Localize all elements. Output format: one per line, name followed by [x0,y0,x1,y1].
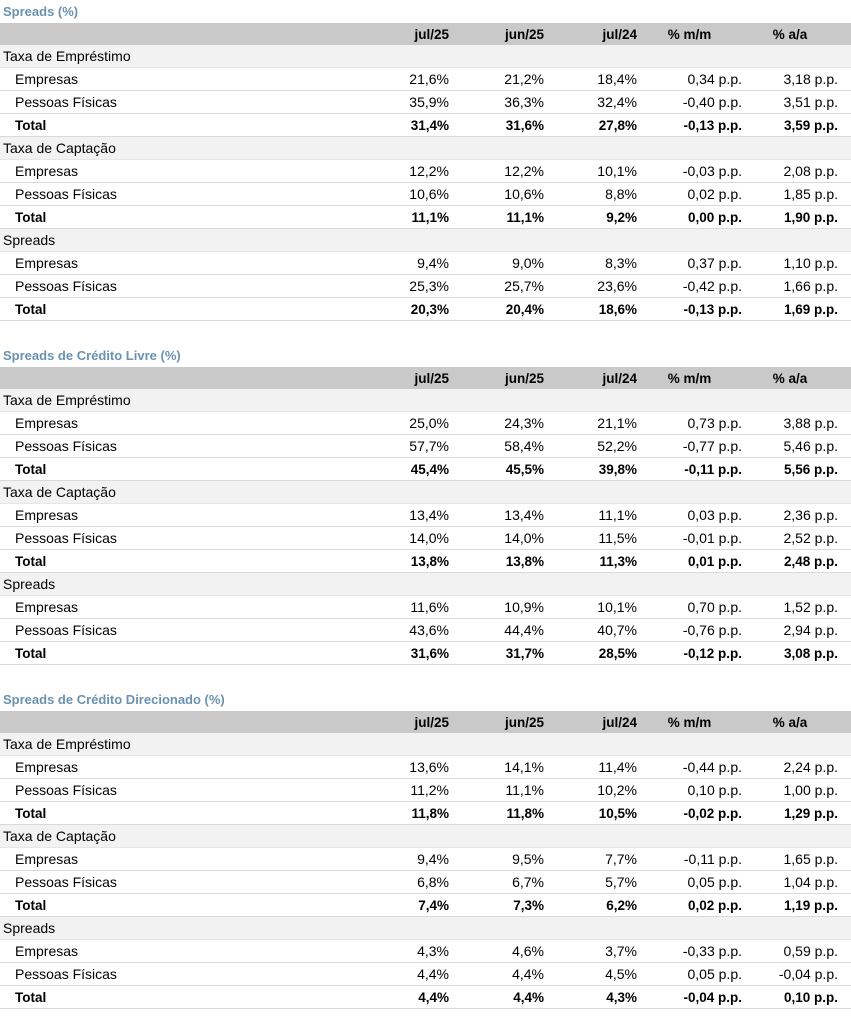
section-title: Spreads de Crédito Direcionado (%) [3,692,225,707]
cell-value: 2,08 p.p. [783,163,838,179]
table-section [0,688,851,1009]
table-row [0,848,851,871]
cell-value: 40,7% [597,622,637,638]
row-label: Empresas [15,599,79,615]
table-row [0,91,851,114]
column-header: % m/m [667,714,712,730]
cell-value: 14,1% [504,759,544,775]
column-header: jun/25 [504,26,544,42]
cell-value: 4,5% [605,966,637,982]
cell-value: 5,56 p.p. [783,461,838,477]
cell-value: 10,9% [504,599,544,615]
cell-value: 1,65 p.p. [783,851,838,867]
group-label: Taxa de Captação [0,137,851,160]
cell-value: 0,34 p.p. [687,71,742,87]
cell-value: 0,10 p.p. [783,989,838,1005]
cell-value: 12,2% [504,163,544,179]
cell-value: 11,1% [506,209,544,225]
cell-value: 12,2% [409,163,449,179]
cell-value: 3,18 p.p. [783,71,838,87]
cell-value: 1,29 p.p. [783,805,838,821]
row-label: Pessoas Físicas [15,94,117,110]
cell-value: 10,6% [409,186,449,202]
row-label: Pessoas Físicas [15,782,117,798]
cell-value: 18,4% [597,71,637,87]
cell-value: 1,69 p.p. [783,301,838,317]
table-row [0,871,851,894]
cell-value: 9,2% [606,209,637,225]
row-label: Empresas [15,943,79,959]
cell-value: 4,6% [512,943,544,959]
cell-value: -0,13 p.p. [683,301,742,317]
group-label: Spreads [0,917,851,940]
column-header: jul/24 [602,26,637,42]
cell-value: 31,7% [505,645,544,661]
cell-value: -0,76 p.p. [682,622,742,638]
table-row [0,504,851,527]
cell-value: 31,6% [410,645,449,661]
cell-value: 0,59 p.p. [783,943,838,959]
cell-value: 0,02 p.p. [687,186,742,202]
table-row [0,963,851,986]
cell-value: 0,05 p.p. [687,874,742,890]
cell-value: 13,4% [409,507,449,523]
cell-value: 10,6% [504,186,544,202]
cell-value: 13,8% [410,553,449,569]
cell-value: 11,8% [411,805,449,821]
cell-value: 10,1% [597,163,637,179]
row-label: Empresas [15,851,79,867]
column-header: % a/a [772,714,808,730]
column-header: jul/24 [602,370,637,386]
cell-value: 4,4% [417,966,449,982]
row-label: Total [15,461,47,477]
cell-value: 2,36 p.p. [783,507,838,523]
row-label: Empresas [15,71,79,87]
cell-value: 21,6% [409,71,449,87]
cell-value: -0,77 p.p. [682,438,742,454]
cell-value: 7,4% [418,897,449,913]
cell-value: 31,4% [410,117,449,133]
total-row [0,642,851,665]
row-label: Pessoas Físicas [15,874,117,890]
total-row [0,458,851,481]
cell-value: 11,1% [411,209,449,225]
cell-value: 13,8% [505,553,544,569]
cell-value: 45,5% [505,461,544,477]
total-row [0,986,851,1009]
cell-value: 11,2% [410,782,449,798]
column-header: jul/25 [414,714,449,730]
cell-value: -0,02 p.p. [683,805,742,821]
cell-value: -0,33 p.p. [682,943,742,959]
cell-value: 0,37 p.p. [687,255,742,271]
cell-value: 45,4% [410,461,449,477]
cell-value: 35,9% [409,94,449,110]
cell-value: 7,7% [605,851,637,867]
cell-value: 8,8% [605,186,637,202]
row-label: Total [15,301,47,317]
row-label: Total [15,989,47,1005]
group-label: Taxa de Empréstimo [0,389,851,412]
cell-value: 0,70 p.p. [687,599,742,615]
cell-value: 0,73 p.p. [687,415,742,431]
group-label: Taxa de Empréstimo [0,733,851,756]
cell-value: 10,5% [598,805,637,821]
cell-value: 11,1% [505,782,544,798]
column-header: jun/25 [504,714,544,730]
cell-value: 25,0% [409,415,449,431]
cell-value: 6,2% [606,897,637,913]
cell-value: 2,52 p.p. [783,530,838,546]
table-row [0,940,851,963]
cell-value: 11,4% [598,759,637,775]
cell-value: 4,3% [417,943,449,959]
section-title: Spreads (%) [3,4,79,19]
cell-value: 10,2% [597,782,637,798]
cell-value: 4,4% [513,989,544,1005]
cell-value: 25,3% [409,278,449,294]
total-row [0,114,851,137]
cell-value: 13,6% [409,759,449,775]
cell-value: 11,3% [599,553,637,569]
cell-value: -0,44 p.p. [682,759,742,775]
column-header: % a/a [772,370,808,386]
cell-value: 7,3% [513,897,544,913]
cell-value: 1,00 p.p. [783,782,838,798]
cell-value: 9,5% [512,851,544,867]
cell-value: 32,4% [597,94,637,110]
row-label: Empresas [15,507,79,523]
cell-value: 14,0% [504,530,544,546]
cell-value: -0,04 p.p. [683,989,742,1005]
cell-value: 9,0% [512,255,544,271]
cell-value: 4,3% [606,989,637,1005]
total-row [0,802,851,825]
table-row [0,596,851,619]
cell-value: -0,11 p.p. [683,851,742,867]
cell-value: -0,11 p.p. [684,461,742,477]
column-header: % a/a [772,26,808,42]
cell-value: 0,00 p.p. [687,209,742,225]
row-label: Pessoas Físicas [15,966,117,982]
total-row [0,298,851,321]
column-header: jul/25 [414,26,449,42]
row-label: Total [15,645,47,661]
table-row [0,412,851,435]
cell-value: 4,4% [418,989,449,1005]
total-row [0,206,851,229]
cell-value: 1,10 p.p. [783,255,838,271]
cell-value: 14,0% [409,530,449,546]
row-label: Total [15,209,47,225]
row-label: Pessoas Físicas [15,186,117,202]
cell-value: 25,7% [504,278,544,294]
table-row [0,779,851,802]
cell-value: 2,24 p.p. [783,759,838,775]
total-row [0,550,851,573]
cell-value: 21,1% [597,415,637,431]
table-header [0,711,851,733]
table-row [0,619,851,642]
cell-value: 11,5% [598,530,637,546]
cell-value: 9,4% [417,255,449,271]
cell-value: 3,88 p.p. [783,415,838,431]
cell-value: 6,8% [417,874,449,890]
cell-value: 0,02 p.p. [687,897,742,913]
column-header: % m/m [667,370,712,386]
total-row [0,894,851,917]
cell-value: 2,48 p.p. [783,553,838,569]
cell-value: 4,4% [512,966,544,982]
cell-value: 44,4% [504,622,544,638]
cell-value: 6,7% [512,874,544,890]
row-label: Total [15,897,47,913]
group-label: Spreads [0,229,851,252]
group-label: Spreads [0,573,851,596]
cell-value: 1,52 p.p. [783,599,838,615]
section-spacer [0,321,851,344]
table-row [0,756,851,779]
row-label: Pessoas Físicas [15,530,117,546]
cell-value: 5,46 p.p. [783,438,838,454]
cell-value: 0,10 p.p. [687,782,742,798]
cell-value: 20,4% [505,301,544,317]
cell-value: 20,3% [410,301,449,317]
table-row [0,183,851,206]
cell-value: -0,40 p.p. [682,94,742,110]
row-label: Pessoas Físicas [15,278,117,294]
column-header: % m/m [667,26,712,42]
group-label: Taxa de Captação [0,481,851,504]
cell-value: 8,3% [605,255,637,271]
row-label: Empresas [15,759,79,775]
cell-value: 2,94 p.p. [783,622,838,638]
row-label: Pessoas Físicas [15,438,117,454]
cell-value: 28,5% [598,645,637,661]
cell-value: 31,6% [505,117,544,133]
table-row [0,68,851,91]
cell-value: 5,7% [605,874,637,890]
row-label: Empresas [15,255,79,271]
cell-value: 10,1% [597,599,637,615]
group-label: Taxa de Empréstimo [0,45,851,68]
cell-value: 1,04 p.p. [783,874,838,890]
cell-value: 18,6% [598,301,637,317]
cell-value: 0,05 p.p. [687,966,742,982]
cell-value: 1,90 p.p. [783,209,838,225]
table-row [0,252,851,275]
cell-value: 3,7% [605,943,637,959]
cell-value: 11,8% [506,805,544,821]
column-header: jun/25 [504,370,544,386]
cell-value: 0,03 p.p. [687,507,742,523]
cell-value: 36,3% [504,94,544,110]
cell-value: 52,2% [597,438,637,454]
table-header [0,23,851,45]
row-label: Empresas [15,163,79,179]
table-header [0,367,851,389]
column-header: jul/25 [414,370,449,386]
cell-value: 21,2% [504,71,544,87]
cell-value: 3,51 p.p. [783,94,838,110]
cell-value: 39,8% [598,461,637,477]
group-label: Taxa de Captação [0,825,851,848]
cell-value: 11,1% [598,507,637,523]
row-label: Pessoas Físicas [15,622,117,638]
cell-value: 3,59 p.p. [783,117,838,133]
table-row [0,275,851,298]
cell-value: 3,08 p.p. [783,645,838,661]
cell-value: 1,85 p.p. [783,186,838,202]
cell-value: -0,04 p.p. [778,966,838,982]
cell-value: 57,7% [409,438,449,454]
cell-value: 13,4% [504,507,544,523]
table-row [0,435,851,458]
column-header: jul/24 [602,714,637,730]
cell-value: 43,6% [409,622,449,638]
row-label: Total [15,553,47,569]
table-section [0,344,851,665]
cell-value: 23,6% [597,278,637,294]
row-label: Total [15,117,47,133]
section-spacer [0,665,851,688]
cell-value: 0,01 p.p. [687,553,742,569]
cell-value: -0,42 p.p. [682,278,742,294]
cell-value: 11,6% [410,599,449,615]
row-label: Total [15,805,47,821]
table-row [0,527,851,550]
cell-value: 1,19 p.p. [783,897,838,913]
cell-value: 58,4% [504,438,544,454]
table-row [0,160,851,183]
cell-value: 9,4% [417,851,449,867]
row-label: Empresas [15,415,79,431]
cell-value: 27,8% [598,117,637,133]
section-title: Spreads de Crédito Livre (%) [3,348,181,363]
cell-value: -0,12 p.p. [683,645,742,661]
cell-value: -0,01 p.p. [682,530,742,546]
cell-value: -0,03 p.p. [682,163,742,179]
cell-value: 1,66 p.p. [783,278,838,294]
cell-value: 24,3% [504,415,544,431]
cell-value: -0,13 p.p. [683,117,742,133]
table-section [0,0,851,321]
